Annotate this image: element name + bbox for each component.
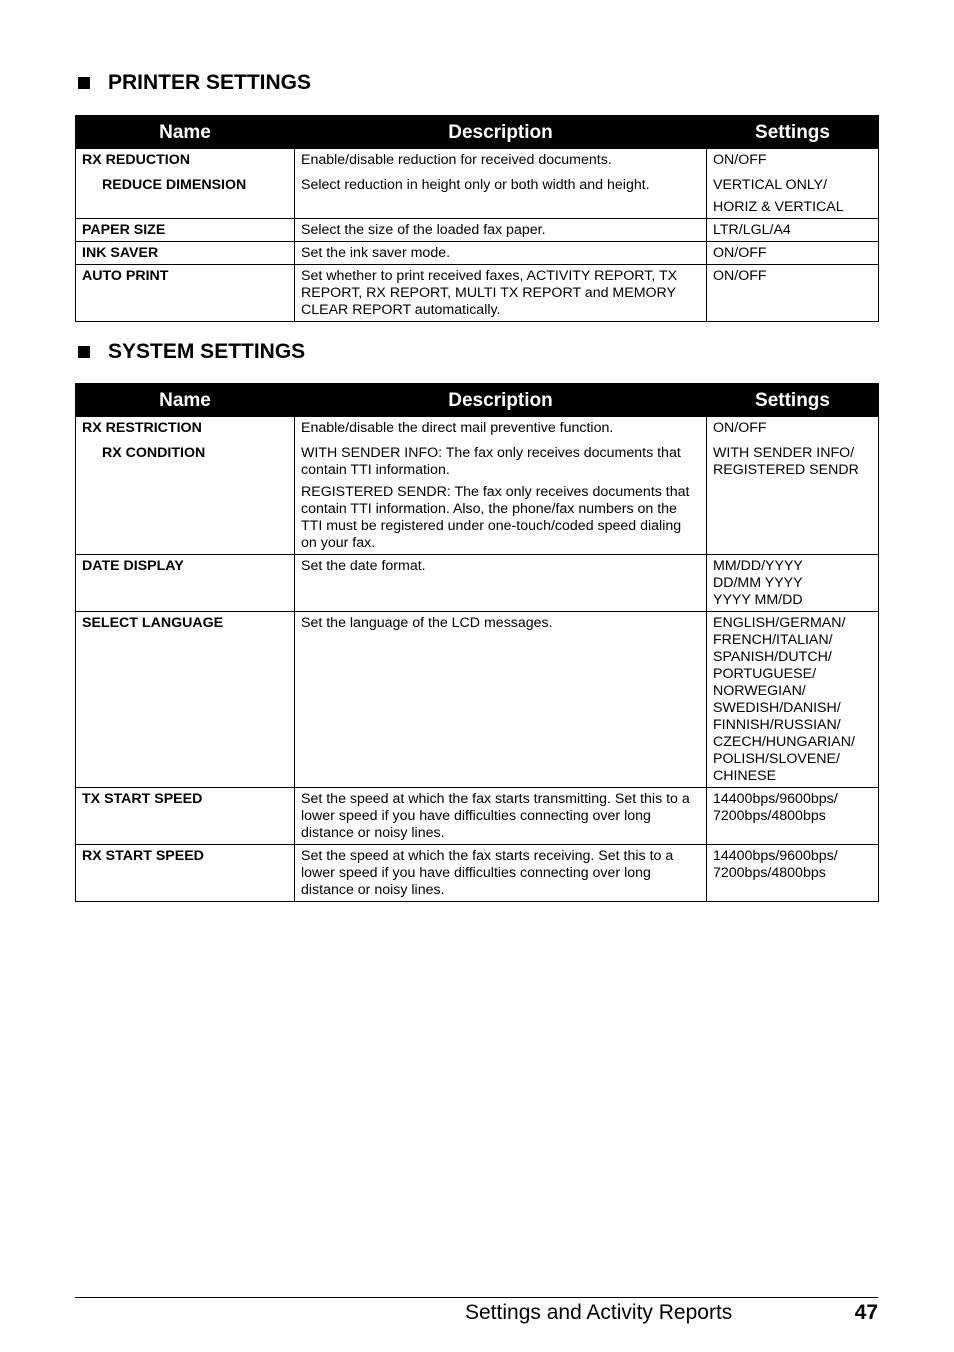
setting-name: DATE DISPLAY [76,555,295,612]
setting-value: CHINESE [713,768,777,784]
setting-description: Set the date format. [295,555,707,612]
header-settings: Settings [707,116,879,149]
settings-cell [707,555,879,612]
table-row [76,788,879,845]
setting-subdescription: REGISTERED SENDR: The fax only receives documents that contain TTI information. Also, the phone/fax numbers on the TTI must be registered under one-touch/coded speed dialing on your fax. [301,484,690,551]
table-row [76,612,879,788]
footer-title: Settings and Activity Reports [465,1301,733,1324]
printer-settings-heading [78,72,311,93]
settings-cell [707,149,879,219]
name-cell [76,417,295,555]
setting-value: 7200bps/4800bps [713,808,826,824]
setting-description: Set whether to print received faxes, ACTIVITY REPORT, TX REPORT, RX REPORT, MULTI TX REPORT and MEMORY CLEAR REPORT automatically. [295,265,707,322]
setting-description: Set the speed at which the fax starts transmitting. Set this to a lower speed if you have difficulties connecting over long distance or noisy lines. [295,788,707,845]
system-settings-title: SYSTEM SETTINGS [108,340,306,363]
square-bullet-icon [78,346,90,358]
setting-value: ON/OFF [713,420,767,436]
table-header-row [76,116,879,149]
setting-value: SPANISH/DUTCH/ [713,649,832,665]
setting-value: 14400bps/9600bps/ [713,848,838,864]
square-bullet-icon [78,77,90,89]
setting-value: FRENCH/ITALIAN/ [713,632,833,648]
setting-name: RX RESTRICTION [82,420,202,436]
setting-value: 7200bps/4800bps [713,865,826,881]
setting-value: POLISH/SLOVENE/ [713,751,840,767]
setting-value: NORWEGIAN/ [713,683,806,699]
setting-subname: REDUCE DIMENSION [102,177,247,193]
setting-value: ON/OFF [713,152,767,168]
header-name: Name [76,384,295,417]
table-row [76,265,879,322]
setting-name: SELECT LANGUAGE [76,612,295,788]
printer-settings-table [75,115,879,322]
setting-value: 14400bps/9600bps/ [713,791,838,807]
setting-subdescription: WITH SENDER INFO: The fax only receives documents that contain TTI information. [301,445,681,478]
table-header-row [76,384,879,417]
setting-value: SWEDISH/DANISH/ [713,700,841,716]
setting-subdescription: Select reduction in height only or both width and height. [301,177,650,193]
description-cell [295,417,707,555]
setting-name: PAPER SIZE [76,219,295,242]
setting-name: RX START SPEED [76,845,295,902]
setting-value: FINNISH/RUSSIAN/ [713,717,841,733]
setting-value: ENGLISH/GERMAN/ [713,615,846,631]
setting-name: RX REDUCTION [82,152,190,168]
name-cell [76,149,295,219]
setting-name: AUTO PRINT [76,265,295,322]
setting-name: INK SAVER [76,242,295,265]
settings-cell [707,417,879,555]
setting-value: ON/OFF [707,265,879,322]
setting-description: Enable/disable reduction for received documents. [301,152,612,168]
setting-value: LTR/LGL/A4 [707,219,879,242]
table-row [76,417,879,555]
setting-name: TX START SPEED [76,788,295,845]
printer-settings-title: PRINTER SETTINGS [108,71,312,94]
setting-subvalue: VERTICAL ONLY/ [713,177,828,193]
setting-description: Set the language of the LCD messages. [295,612,707,788]
footer-divider [75,1297,878,1298]
setting-description: Enable/disable the direct mail preventive function. [301,420,614,436]
setting-value: CZECH/HUNGARIAN/ [713,734,855,750]
table-row [76,149,879,219]
page-number: 47 [854,1301,878,1324]
header-description: Description [295,384,707,417]
table-row [76,555,879,612]
setting-subvalue: REGISTERED SENDR [713,462,859,478]
table-row [76,242,879,265]
setting-value: DD/MM YYYY [713,575,803,591]
setting-subvalue: WITH SENDER INFO/ [713,445,855,461]
system-settings-table [75,383,879,902]
system-settings-heading [78,341,305,362]
table-row [76,845,879,902]
settings-cell [707,788,879,845]
header-description: Description [295,116,707,149]
table-row [76,219,879,242]
setting-description: Set the ink saver mode. [295,242,707,265]
setting-subvalue: HORIZ & VERTICAL [713,199,844,215]
description-cell [295,149,707,219]
setting-description: Set the speed at which the fax starts receiving. Set this to a lower speed if you have difficulties connecting over long distance or noisy lines. [295,845,707,902]
setting-value: YYYY MM/DD [713,592,803,608]
settings-cell [707,845,879,902]
settings-cell [707,612,879,788]
setting-description: Select the size of the loaded fax paper. [295,219,707,242]
setting-value: ON/OFF [707,242,879,265]
setting-value: MM/DD/YYYY [713,558,803,574]
header-name: Name [76,116,295,149]
header-settings: Settings [707,384,879,417]
setting-value: PORTUGUESE/ [713,666,817,682]
setting-subname: RX CONDITION [102,445,206,461]
